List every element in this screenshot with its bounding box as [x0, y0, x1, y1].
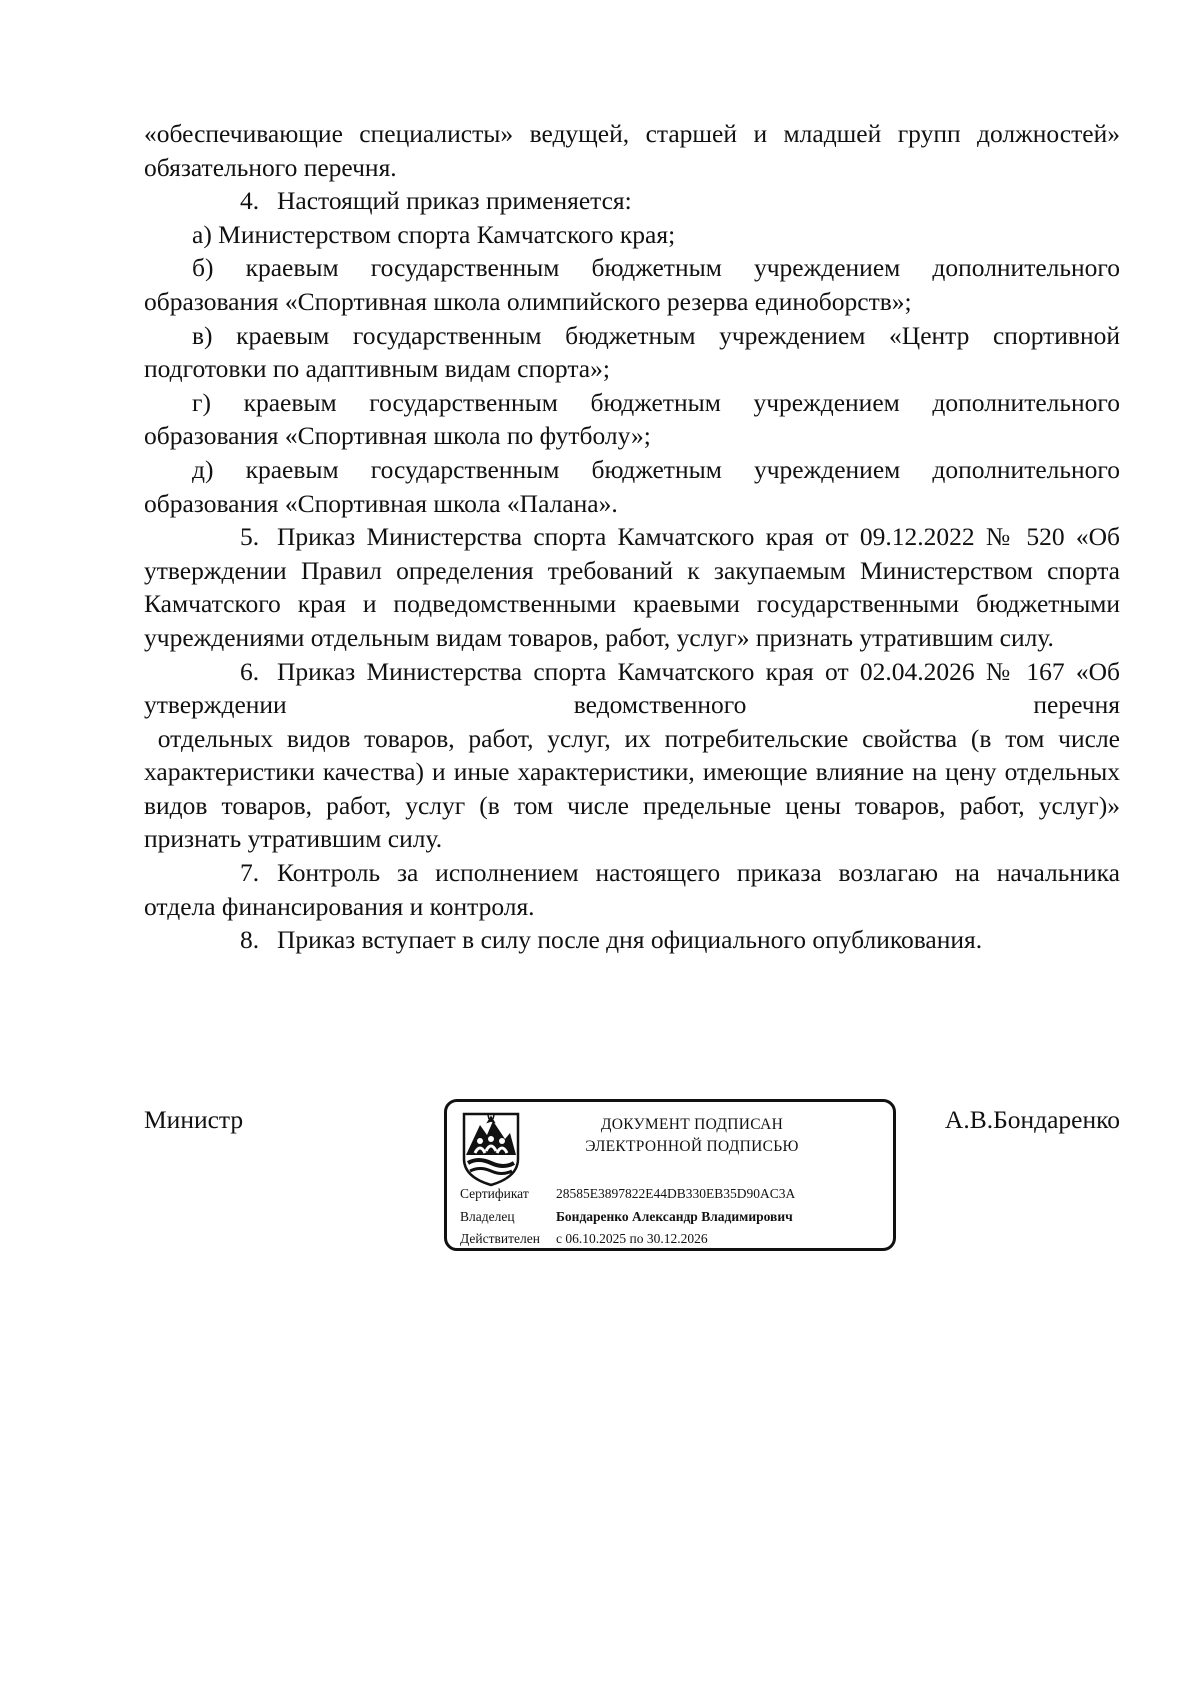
certificate-label: Сертификат: [460, 1186, 529, 1201]
stamp-validity-row: [460, 1231, 708, 1247]
document-body: [144, 117, 1120, 957]
item-number: 8.: [240, 925, 260, 955]
stamp-title: ДОКУМЕНТ ПОДПИСАН ЭЛЕКТРОННОЙ ПОДПИСЬЮ: [585, 1116, 799, 1155]
item-number: 7.: [240, 858, 260, 888]
paragraph-6-part-b: отдельных видов товаров, работ, услуг, их потребительские свойства (в том числе характеристики качества) и иные характеристики, имеющие влияние на цену отдельных видов товаров, работ, услуг (в том числе предельные цены товаров, работ, услуг)» признать утратившим силу.: [144, 723, 1120, 854]
paragraph-4-d: д) краевым государственным бюджетным учреждением дополнительного образования «Спортивная школа «Палана».: [144, 454, 1120, 518]
paragraph-8: 8. Приказ вступает в силу после дня официального опубликования.: [144, 923, 1120, 957]
item-number: 6.: [240, 656, 260, 686]
paragraph-3-continuation: «обеспечивающие специалисты» ведущей, старшей и младшей групп должностей» обязательного перечня.: [144, 119, 1120, 182]
paragraph-4-g: г) краевым государственным бюджетным учреждением дополнительного образования «Спортивная школа по футболу»;: [144, 387, 1120, 451]
paragraph-6-part-a: 6. Приказ Министерства спорта Камчатского края от 02.04.2026 № 167 «Об утверждении ведомственного перечня: [144, 656, 1120, 720]
paragraph-4-b: б) краевым государственным бюджетным учреждением дополнительного образования «Спортивная школа олимпийского резерва единоборств»;: [144, 253, 1120, 316]
certificate-value: 28585E3897822E44DB330EB35D90AC3A: [556, 1186, 796, 1201]
electronic-signature-stamp: [444, 1099, 896, 1251]
paragraph-5: 5. Приказ Министерства спорта Камчатского края от 09.12.2022 № 520 «Об утверждении Правил определения требований к закупаемым Министерством спорта Камчатского края и подведомственными краевыми государственными бюджетными учреждениями отдельным видам товаров, работ, услуг» признать утратившим силу.: [144, 522, 1120, 652]
validity-label: Действителен: [460, 1231, 540, 1246]
signature-block: [144, 1105, 1120, 1265]
stamp-certificate-row: [460, 1186, 795, 1202]
owner-value: Бондаренко Александр Владимирович: [556, 1209, 793, 1224]
stamp-owner-row: [460, 1209, 793, 1225]
signer-position: Министр: [144, 1105, 244, 1134]
paragraph-4-v: в) краевым государственным бюджетным учреждением «Центр спортивной подготовки по адаптивным видам спорта»;: [144, 320, 1120, 384]
paragraph-4: 4. Настоящий приказ применяется:: [144, 184, 1120, 218]
paragraph-4-a: а) Министерством спорта Камчатского края;: [192, 219, 676, 249]
signer-name: А.В.Бондаренко: [944, 1105, 1120, 1134]
owner-label: Владелец: [460, 1209, 515, 1224]
item-number: 4.: [240, 186, 260, 216]
kamchatka-coat-of-arms-icon: [460, 1111, 522, 1187]
paragraph-7: 7. Контроль за исполнением настоящего приказа возлагаю на начальника отдела финансирования и контроля.: [144, 858, 1120, 921]
validity-value: с 06.10.2025 по 30.12.2026: [556, 1231, 708, 1246]
item-number: 5.: [240, 522, 260, 552]
